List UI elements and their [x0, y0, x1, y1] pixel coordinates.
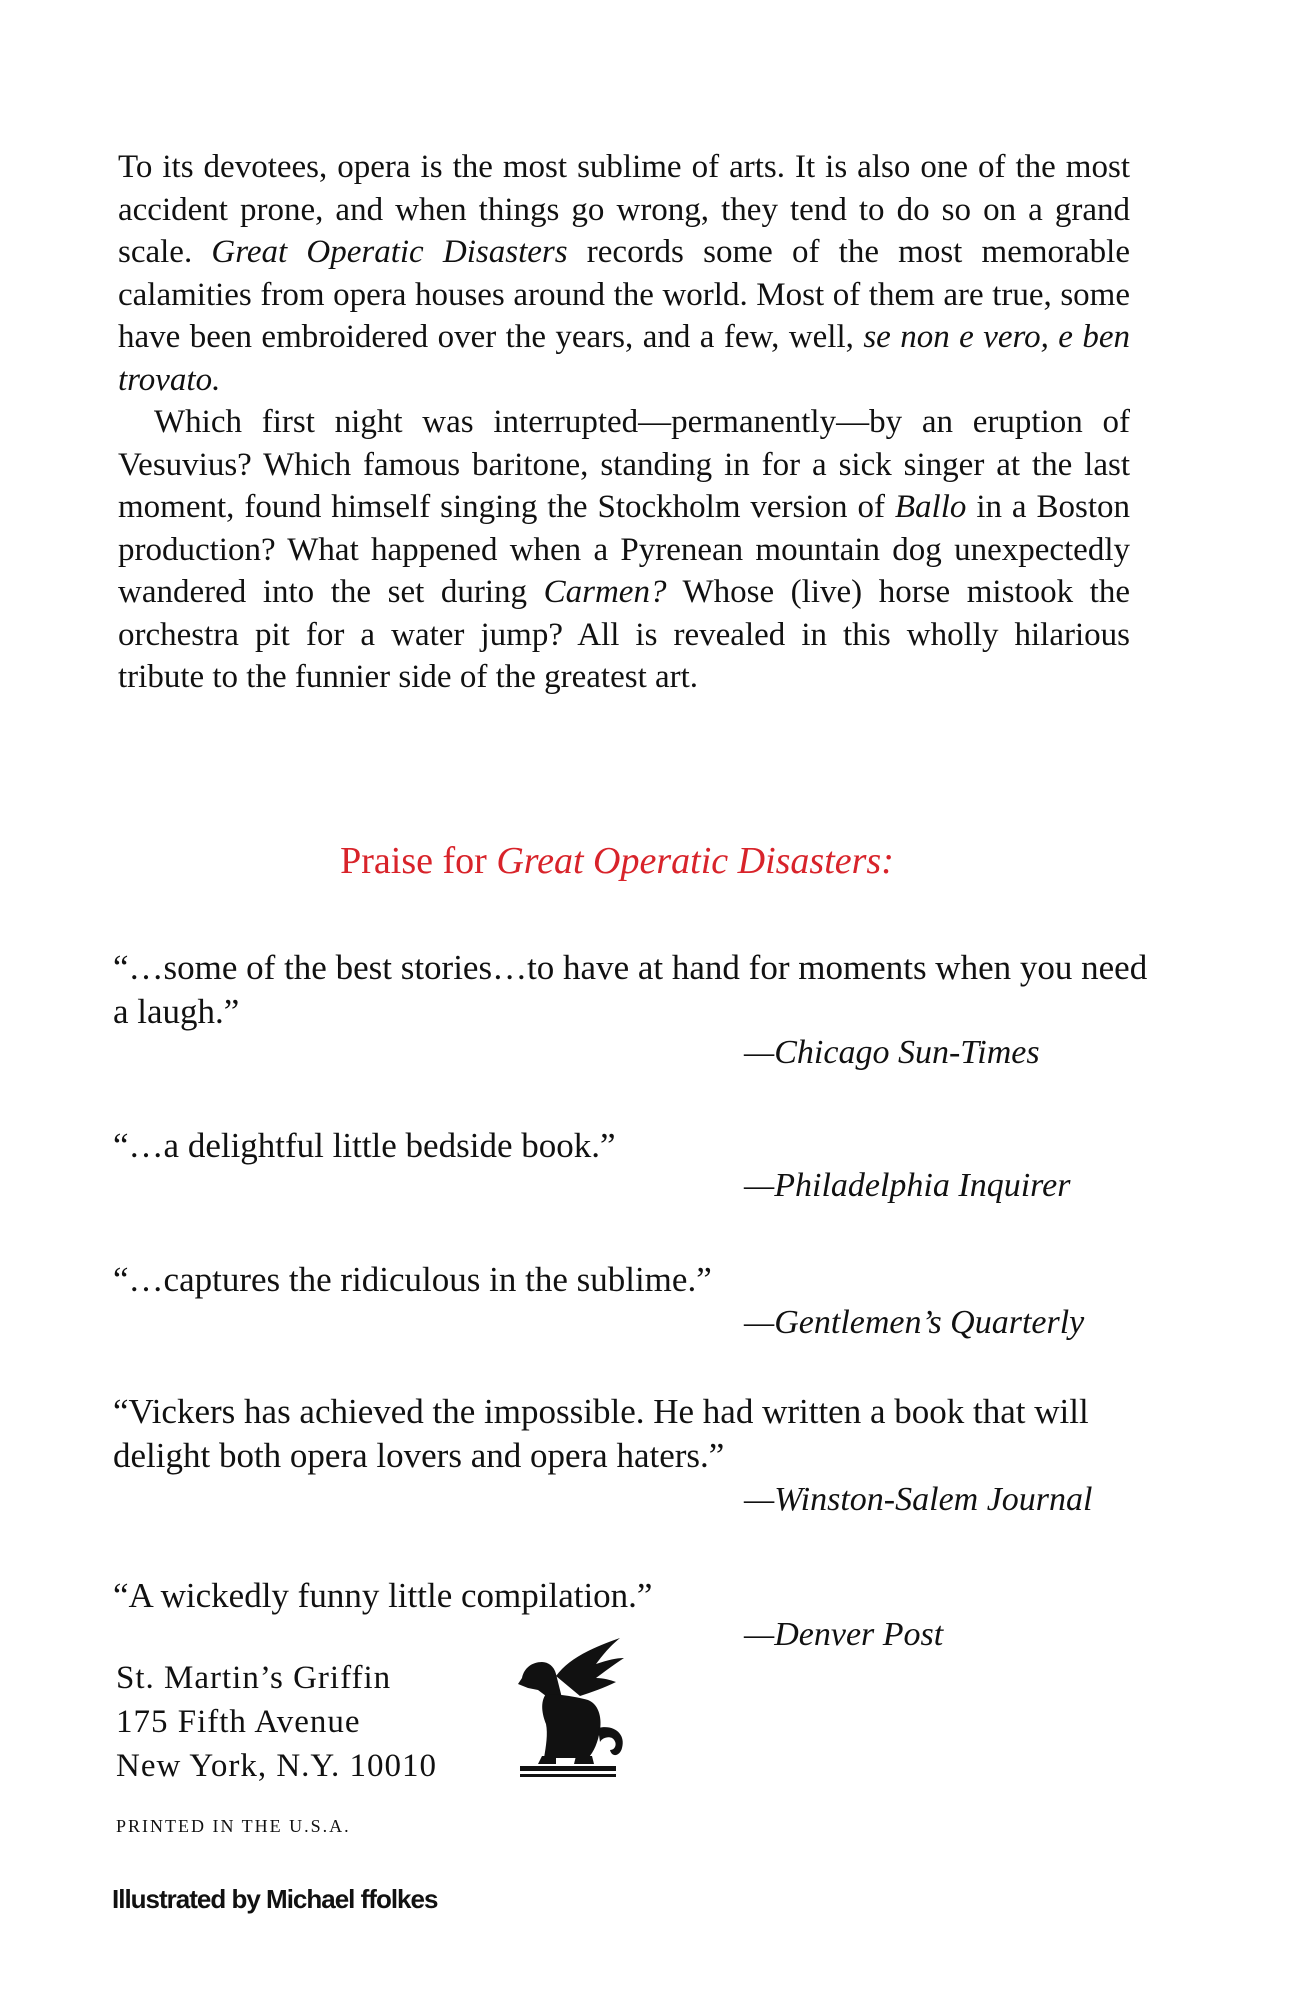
quote-4-source: —Winston-Salem Journal	[744, 1481, 1093, 1518]
quote-4: “Vickers has achieved the impossible. He had written a book that will delight both opera lovers and opera haters.”	[113, 1392, 1089, 1475]
carmen-title: Carmen?	[543, 574, 667, 610]
publisher-name: St. Martin’s Griffin	[116, 1660, 392, 1696]
quote-3: “…captures the ridiculous in the sublime.”	[113, 1260, 712, 1299]
quote-3-source: —Gentlemen’s Quarterly	[744, 1304, 1085, 1341]
publisher-city: New York, N.Y. 10010	[116, 1748, 438, 1784]
blurb-paragraph-1: To its devotees, opera is the most sublime of arts. It is also one of the most accident prone, and when things go wrong, they tend to do so on a grand scale. Great Operatic Disasters records some of the most memorable calamities from opera houses around the world. Most of them are true, some have been embroidered over the years, and a few, well, se non e vero, e ben trovato.	[118, 149, 1131, 398]
quote-1: “…some of the best stories…to have at hand for moments when you need a laugh.”	[113, 948, 1148, 1031]
ballo-title: Ballo	[894, 489, 967, 525]
printed-notice: PRINTED IN THE U.S.A.	[116, 1816, 351, 1836]
publisher-street: 175 Fifth Avenue	[116, 1704, 361, 1740]
quote-2: “…a delightful little bedside book.”	[113, 1126, 616, 1165]
blurb-paragraph-2: Which first night was interrupted—permanently—by an eruption of Vesuvius? Which famous baritone, standing in for a sick singer at the last moment, found himself singing the Stockholm version of Ballo in a Boston production? What happened when a Pyrenean mountain dog unexpectedly wandered into the set during Carmen? Whose (live) horse mistook the orchestra pit for a water jump? All is revealed in this wholly hilarious tribute to the funnier side of the greatest art.	[118, 404, 1130, 695]
quote-2-source: —Philadelphia Inquirer	[744, 1167, 1071, 1204]
book-title: Great Operatic Disasters	[211, 234, 568, 270]
griffin-icon	[516, 1638, 632, 1780]
quote-1-source: —Chicago Sun-Times	[744, 1034, 1040, 1071]
quote-5-source: —Denver Post	[744, 1616, 944, 1653]
italian-phrase: se non e vero, e ben trovato.	[118, 319, 1131, 398]
quote-5: “A wickedly funny little compilation.”	[113, 1576, 653, 1615]
illustrator-credit: Illustrated by Michael ffolkes	[112, 1884, 438, 1914]
praise-heading: Praise for Great Operatic Disasters:	[340, 840, 894, 882]
blurb	[118, 146, 1130, 699]
publisher-address	[116, 1656, 437, 1788]
